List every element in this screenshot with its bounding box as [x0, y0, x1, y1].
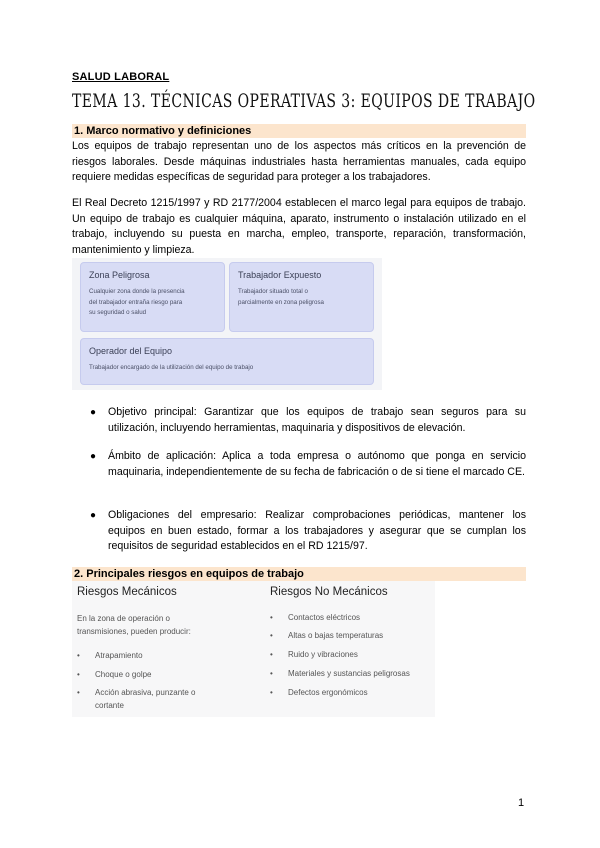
card-title: Trabajador Expuesto: [238, 270, 322, 280]
risks-panel: [72, 581, 435, 717]
non-mechanical-risk-item: [270, 667, 435, 680]
card-title: Zona Peligrosa: [89, 270, 150, 280]
bullet-icon: •: [270, 669, 273, 678]
non-mechanical-risk-item: [270, 686, 435, 699]
non-mechanical-risks-title: Riesgos No Mecánicos: [270, 586, 388, 598]
risk-item-text: Ruido y vibraciones: [288, 650, 358, 659]
bullet-icon: ●: [90, 451, 97, 462]
section-1-paragraph-1: Los equipos de trabajo representan uno de los aspectos más críticos en la prevención de riesgos laborales. Desde máquinas industriales hasta herramientas manuales, cada equipo requiere medidas específicas de seguridad para proteger a los trabajadores.: [72, 140, 526, 183]
mechanical-risks-title: Riesgos Mecánicos: [77, 586, 177, 598]
section-1-paragraph-2: El Real Decreto 1215/1997 y RD 2177/2004 establecen el marco legal para equipos de trabajo. Un equipo de trabajo es cualquier máquina, aparato, instrumento o instalación utilizado en el trabajo, incluyendo su puesta en marcha, empleo, transporte, reparación, transformación, mantenimiento y limpieza.: [72, 197, 526, 256]
intro-line: transmisiones, pueden producir:: [77, 627, 191, 636]
intro-line: En la zona de operación o: [77, 614, 170, 623]
bullet-icon: ●: [90, 510, 97, 521]
card-description-line: Trabajador encargado de la utilización del equipo de trabajo: [89, 364, 254, 371]
mechanical-risks-intro: [77, 612, 191, 638]
risk-item-text: Choque o golpe: [95, 670, 152, 679]
page-number: 1: [518, 797, 525, 809]
card-operador-del-equipo: [80, 338, 374, 385]
risk-item-text: Acción abrasiva, punzante o cortante: [95, 688, 196, 710]
card-description: [89, 363, 253, 374]
bullet-text: Ámbito de aplicación: Aplica a toda empresa o autónomo que ponga en servicio maquinaria, independientemente de su fecha de fabricación o de si tiene el marcado CE.: [108, 450, 526, 478]
card-description: [238, 287, 324, 308]
mechanical-risk-item: [77, 668, 257, 681]
card-trabajador-expuesto: [229, 262, 374, 332]
bullet-icon: •: [77, 670, 80, 679]
risk-item-text: Altas o bajas temperaturas: [288, 631, 384, 640]
page-title: TEMA 13. TÉCNICAS OPERATIVAS 3: EQUIPOS DE TRABAJO: [72, 90, 536, 112]
bullet-text: Obligaciones del empresario: Realizar comprobaciones periódicas, mantener los equipos en buen estado, formar a los trabajadores y asegurar que se cumplan los requisitos de seguridad establecidos en el RD 1215/97.: [108, 509, 526, 552]
non-mechanical-risk-item: [270, 629, 435, 642]
document-header: SALUD LABORAL: [72, 71, 170, 83]
card-zona-peligrosa: [80, 262, 225, 332]
mechanical-risk-item: [77, 686, 257, 712]
bullet-icon: •: [77, 688, 80, 697]
card-description-line: Cualquier zona donde la presencia: [89, 288, 185, 295]
card-description-line: Trabajador situado total o: [238, 288, 308, 295]
bullet-icon: ●: [90, 407, 97, 418]
section-2-heading: 2. Principales riesgos en equipos de trabajo: [74, 568, 304, 580]
card-description-line: del trabajador entraña riesgo para: [89, 298, 183, 306]
definitions-diagram: [72, 258, 382, 390]
card-title: Operador del Equipo: [89, 346, 173, 356]
non-mechanical-risk-item: [270, 611, 435, 624]
card-description-line: parcialmente en zona peligrosa: [238, 298, 324, 306]
risk-item-text: Contactos eléctricos: [288, 613, 361, 622]
risk-item-text: Defectos ergonómicos: [288, 688, 368, 697]
bullet-icon: •: [270, 688, 273, 697]
risk-item-text: Materiales y sustancias peligrosas: [288, 669, 410, 678]
non-mechanical-risk-item: [270, 648, 435, 661]
bullet-icon: •: [270, 631, 273, 640]
card-description: [89, 287, 185, 319]
risk-item-text: Atrapamiento: [95, 651, 143, 660]
bullet-icon: •: [270, 613, 273, 622]
section-1-heading: 1. Marco normativo y definiciones: [74, 125, 252, 137]
card-description-line: su seguridad o salud: [89, 309, 147, 316]
mechanical-risk-item: [77, 649, 257, 662]
bullet-text: Objetivo principal: Garantizar que los equipos de trabajo sean seguros para su utilización, incluyendo herramientas, maquinaria y dispositivos de elevación.: [108, 406, 526, 434]
bullet-icon: •: [270, 650, 273, 659]
bullet-icon: •: [77, 651, 80, 660]
